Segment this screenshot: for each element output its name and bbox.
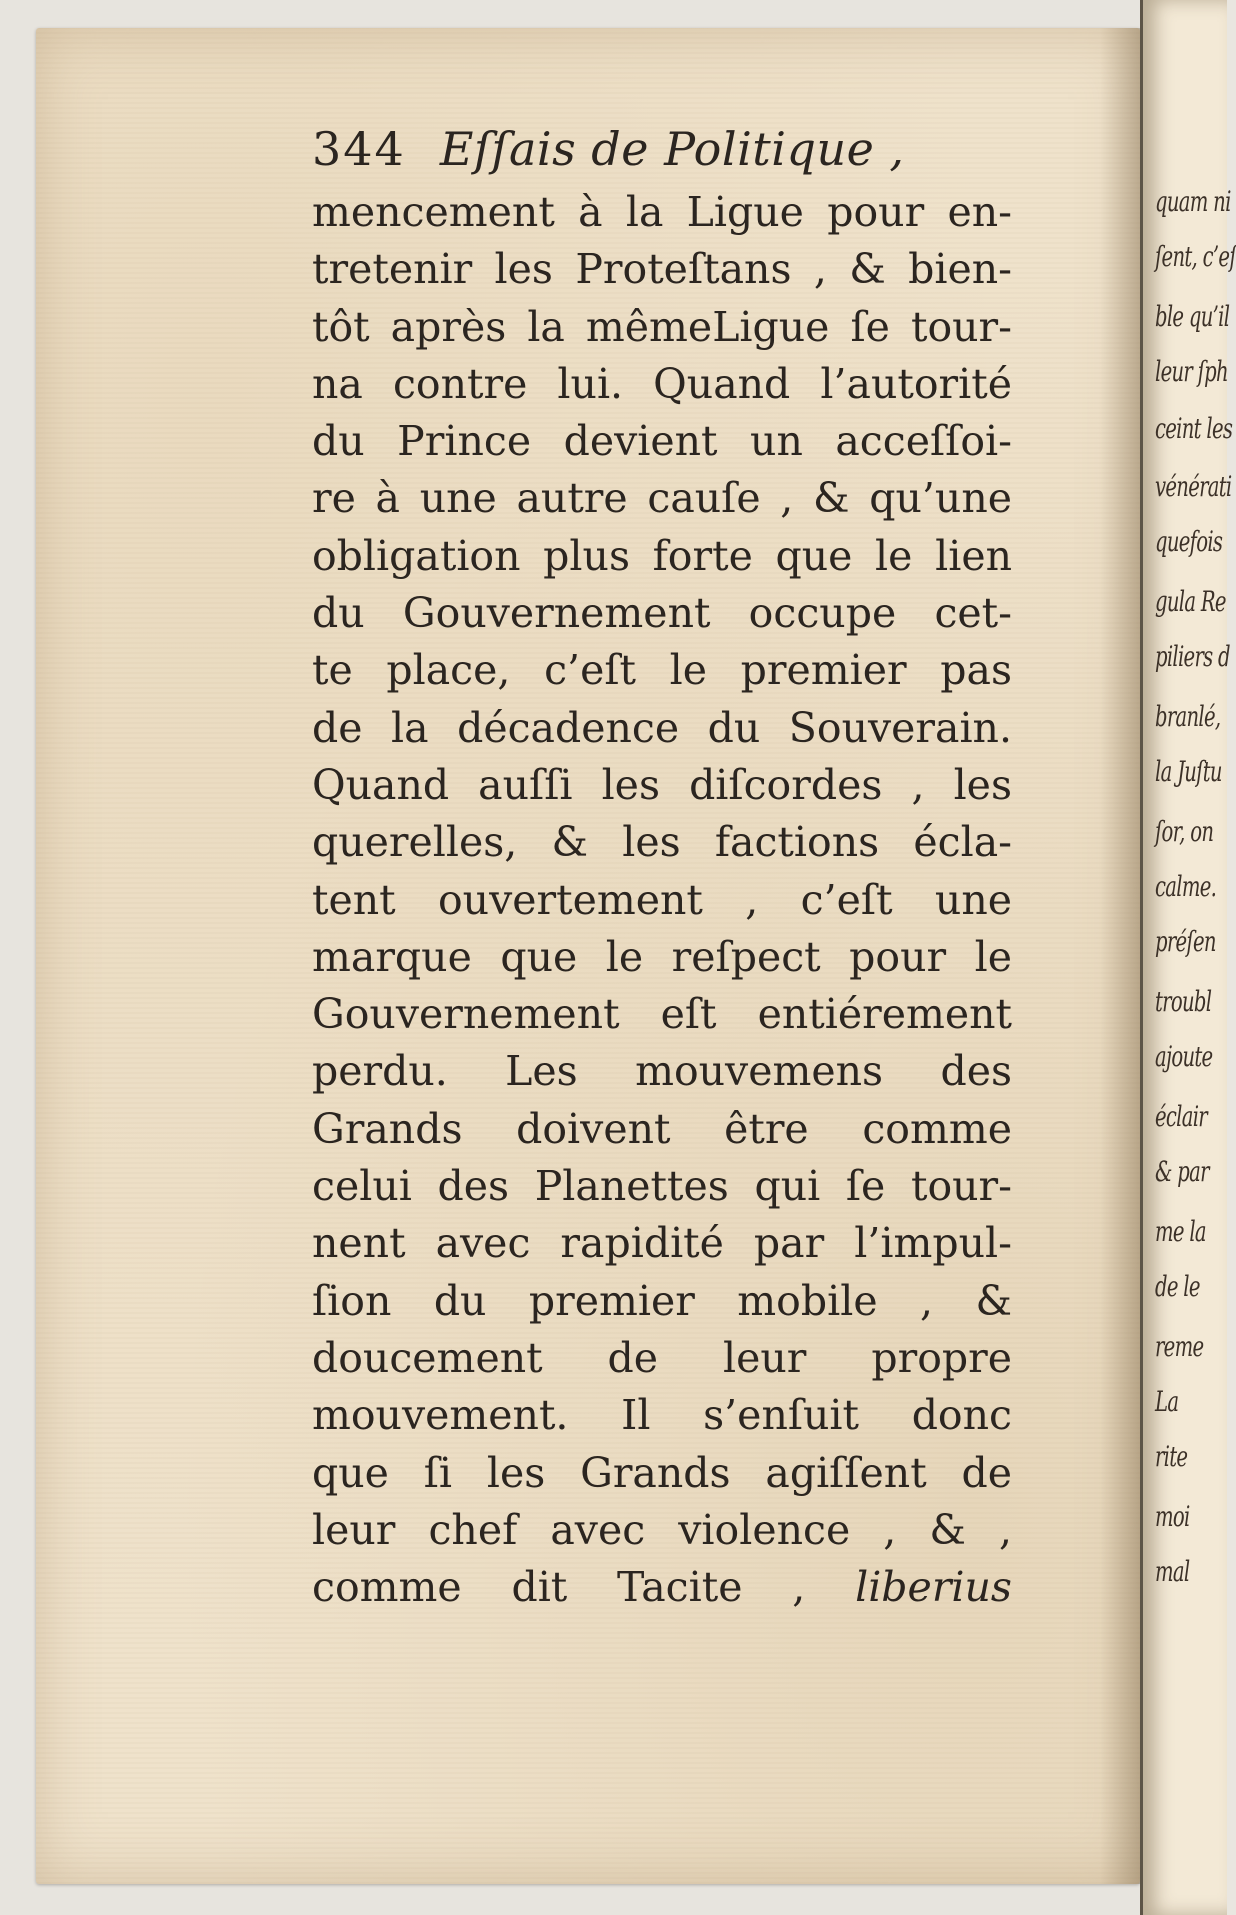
facing-page-fragment: la Juſtu — [1155, 755, 1222, 788]
facing-page-fragment: & par — [1155, 1155, 1209, 1188]
facing-page-fragment: troubl — [1155, 985, 1212, 1018]
text-line: te place, c’eſt le premier pas — [312, 646, 1012, 695]
facing-page-fragment: gula Re — [1155, 585, 1226, 618]
final-text-line — [312, 1559, 1012, 1616]
text-line: du Gouvernement occupe cet- — [312, 589, 1012, 638]
facing-page-fragment: quefois — [1155, 525, 1223, 558]
text-line: Gouvernement eſt entiérement — [312, 990, 1012, 1039]
text-line: mencement à la Ligue pour en- — [312, 188, 1012, 236]
text-line: querelles, & les factions écla- — [312, 818, 1012, 867]
text-line: nent avec rapidité par l’impul- — [312, 1219, 1012, 1268]
text-line: de la décadence du Souverain. — [312, 703, 1012, 752]
facing-page-fragment: La — [1155, 1385, 1179, 1418]
final-line-roman: comme dit Tacite , — [312, 1563, 806, 1612]
text-line: re à une autre cauſe , & qu’une — [312, 474, 1012, 523]
text-line: celui des Planettes qui ſe tour- — [312, 1162, 1012, 1211]
text-line: Grands doivent être comme — [312, 1104, 1012, 1153]
facing-page-edge — [1140, 0, 1236, 1915]
text-line: marque que le reſpect pour le — [312, 932, 1012, 981]
text-line: Quand auſſi les diſcordes , les — [312, 760, 1012, 809]
text-line: du Prince devient un acceſſoi- — [312, 417, 1012, 466]
text-line: tent ouvertement , c’eſt une — [312, 875, 1012, 924]
running-header — [312, 122, 1012, 184]
page-number: 344 — [312, 122, 406, 176]
facing-page-fragment: moi — [1155, 1500, 1190, 1533]
facing-page-fragment: quam ni — [1155, 185, 1231, 218]
facing-page-fragment: ajoute — [1155, 1040, 1213, 1073]
facing-page-fragment: me la — [1155, 1215, 1206, 1248]
running-title: Eſſais de Politique , — [439, 122, 905, 176]
facing-page-fragment: reme — [1155, 1330, 1204, 1363]
facing-page-fragment: ble qu’il — [1155, 300, 1230, 333]
facing-page-fragment: ceint les — [1155, 412, 1233, 445]
text-line: perdu. Les mouvemens des — [312, 1047, 1012, 1096]
text-line: na contre lui. Quand l’autorité — [312, 359, 1012, 408]
page-text-block — [312, 122, 1012, 1616]
text-line: que ſi les Grands agiſſent de — [312, 1448, 1012, 1497]
facing-page-fragment: préſen — [1155, 925, 1216, 958]
facing-page-fragment: leur ſph — [1155, 355, 1228, 388]
text-line: tretenir les Proteſtans , & bien- — [312, 245, 1012, 294]
facing-page-fragment: calme. — [1155, 870, 1217, 903]
facing-page-fragment: de le — [1155, 1270, 1200, 1303]
facing-page-fragment: branlé, — [1155, 700, 1221, 733]
facing-page-fragment: mal — [1155, 1555, 1190, 1588]
facing-page-fragment: piliers d — [1155, 640, 1230, 673]
final-line-italic-word: liberius — [855, 1563, 1012, 1612]
facing-page-fragment: vénérati — [1155, 470, 1232, 503]
text-line: tôt après la mêmeLigue ſe tour- — [312, 302, 1012, 351]
text-line: ſion du premier mobile , & — [312, 1276, 1012, 1325]
text-line: mouvement. Il s’enſuit donc — [312, 1391, 1012, 1440]
facing-page-fragment: ſent, c’eſ — [1155, 240, 1236, 273]
text-line: leur chef avec violence , & , — [312, 1505, 1012, 1554]
text-line: obligation plus forte que le lien — [312, 531, 1012, 580]
facing-page-fragment: rite — [1155, 1440, 1188, 1473]
facing-page-fragment: ſor, on — [1155, 815, 1214, 848]
facing-page-fragment: éclair — [1155, 1100, 1207, 1133]
text-line: doucement de leur propre — [312, 1333, 1012, 1382]
